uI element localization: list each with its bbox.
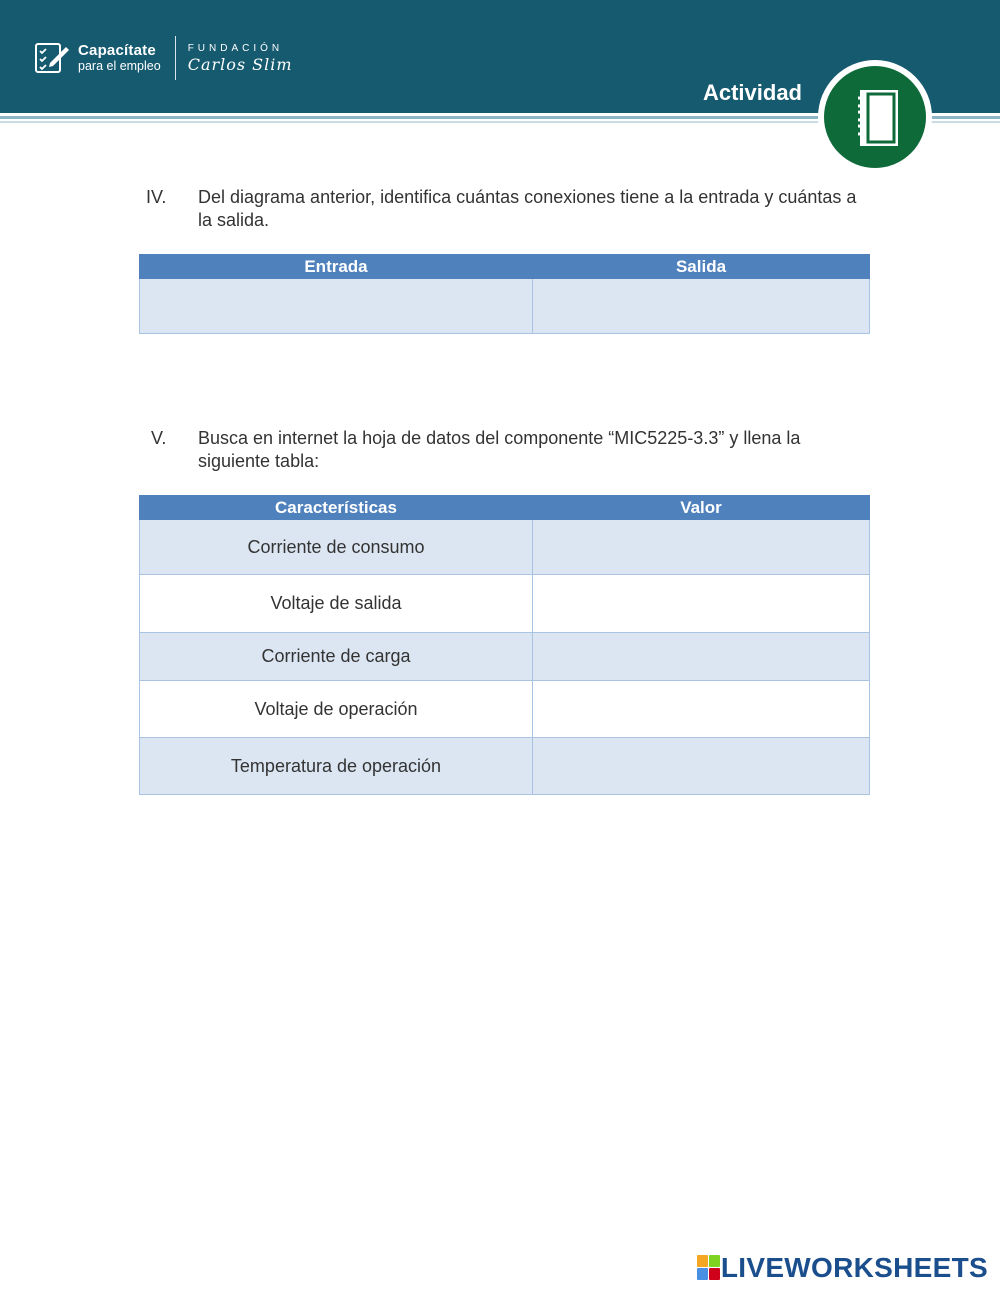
logo-name: Capacítate [78, 42, 156, 60]
table-row [140, 633, 870, 681]
table-header-entrada: Entrada [140, 255, 533, 279]
table-row [140, 520, 870, 575]
table-header-caracteristicas: Características [140, 496, 533, 520]
activity-title: Actividad [702, 80, 802, 105]
question-number: IV. [146, 187, 167, 207]
activity-badge [818, 60, 932, 174]
connections-table [139, 254, 870, 334]
question-text: Del diagrama anterior, identifica cuántas conexiones tiene a la entrada y cuántas a la salida. [198, 187, 857, 230]
question-5 [146, 427, 866, 473]
table-header-valor: Valor [533, 496, 870, 520]
question-number: V. [151, 428, 167, 448]
capacitate-logo [34, 40, 293, 76]
question-4 [146, 186, 866, 232]
value-cell[interactable] [533, 575, 870, 633]
liveworksheets-wordmark: LIVEWORKSHEETS [720, 1252, 988, 1283]
question-text: Busca en internet la hoja de datos del componente “MIC5225-3.3” y llena la siguiente tabla: [198, 428, 801, 471]
liveworksheets-logo-icon [697, 1255, 721, 1281]
table-row [140, 681, 870, 738]
entrada-cell[interactable] [140, 279, 533, 334]
characteristic-label: Voltaje de salida [140, 575, 533, 633]
foundation-name: Carlos Slim [187, 54, 293, 74]
value-cell[interactable] [533, 633, 870, 681]
logo-subtitle: para el empleo [78, 59, 161, 74]
value-cell[interactable] [533, 520, 870, 575]
notebook-icon [844, 82, 906, 152]
characteristic-label: Voltaje de operación [140, 681, 533, 738]
characteristic-label: Temperatura de operación [140, 738, 533, 795]
characteristics-table [139, 495, 870, 795]
table-row [140, 279, 870, 334]
foundation-label: FUNDACIÓN [187, 42, 284, 54]
characteristic-label: Corriente de carga [140, 633, 533, 681]
table-header-salida: Salida [533, 255, 870, 279]
table-row [140, 575, 870, 633]
salida-cell[interactable] [533, 279, 870, 334]
checklist-icon [34, 41, 70, 75]
table-row [140, 738, 870, 795]
logo-separator [175, 36, 176, 80]
liveworksheets-brand [697, 1252, 988, 1284]
value-cell[interactable] [533, 738, 870, 795]
value-cell[interactable] [533, 681, 870, 738]
characteristic-label: Corriente de consumo [140, 520, 533, 575]
